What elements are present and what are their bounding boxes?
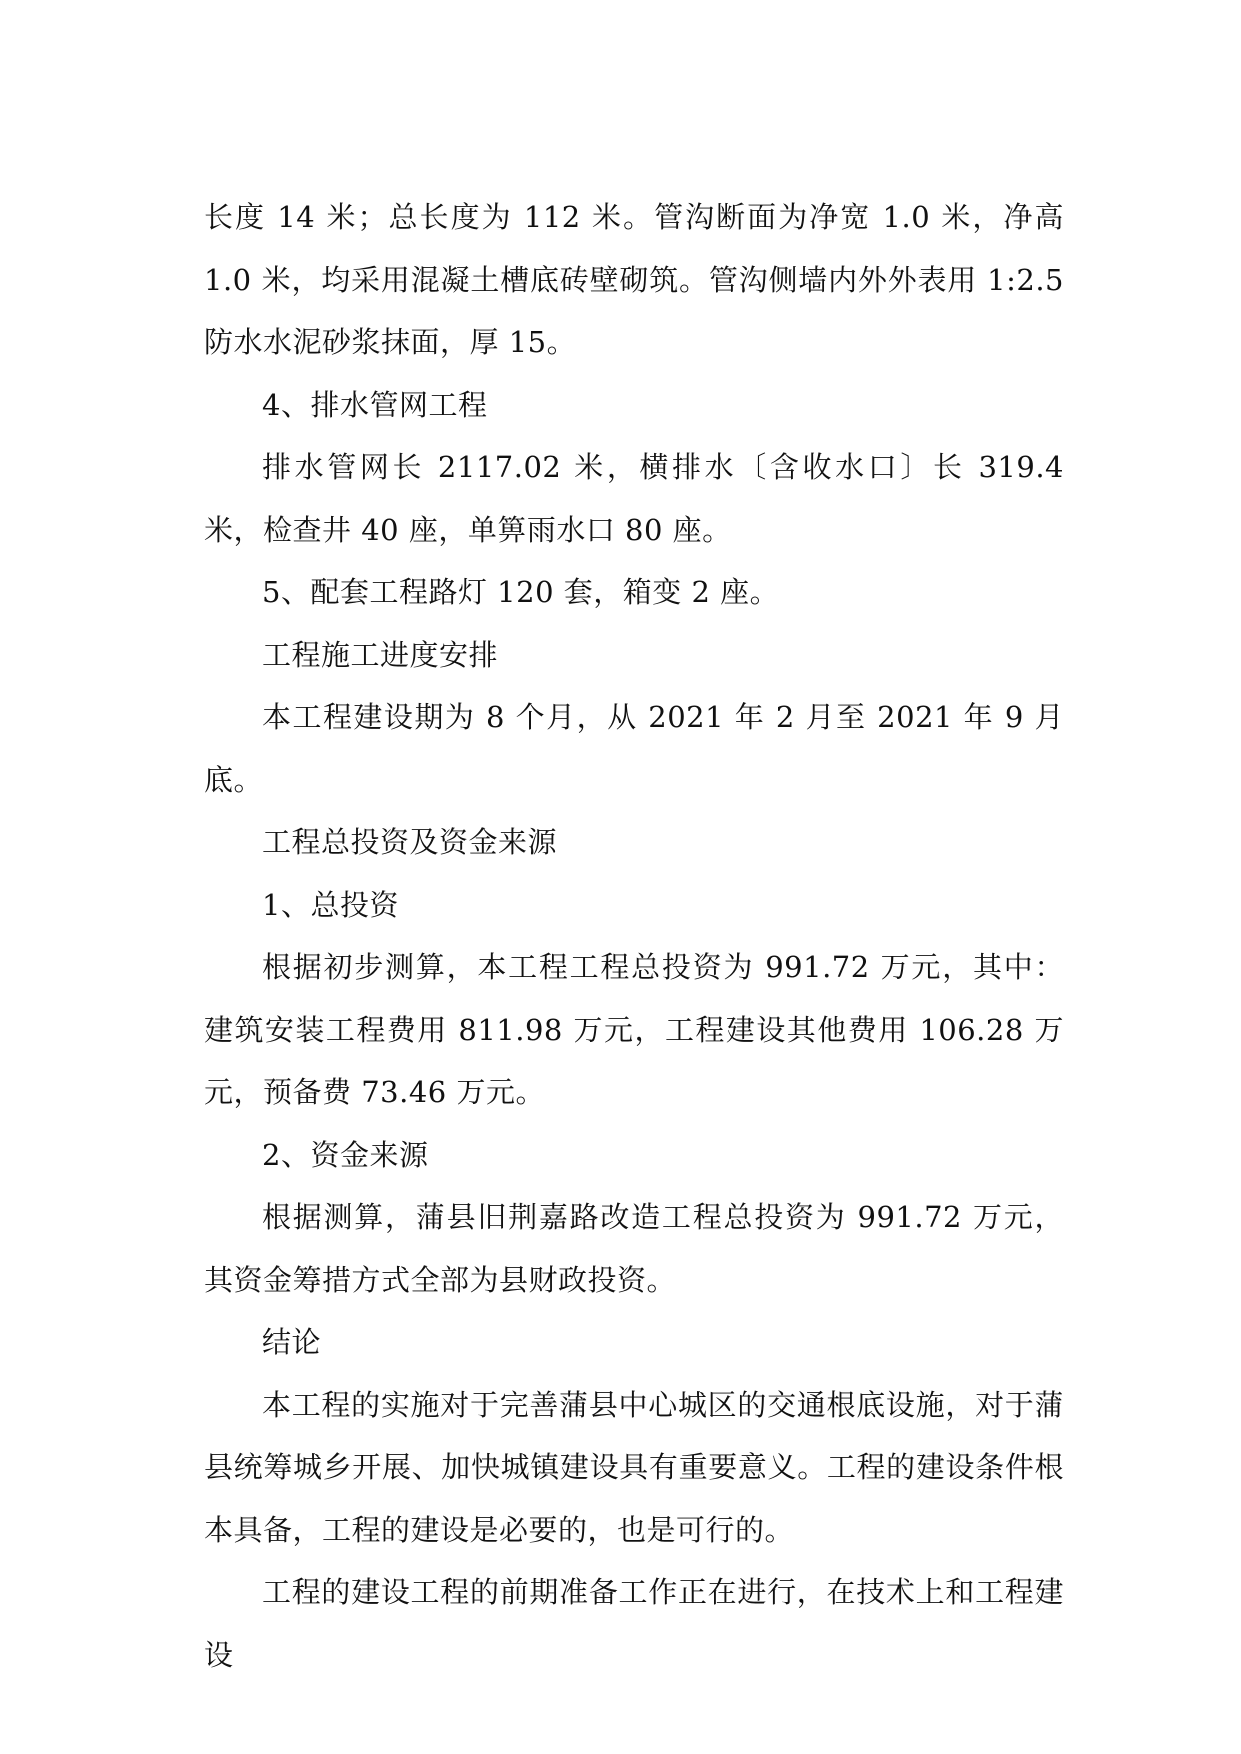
document-body [204, 186, 1064, 1686]
heading-investment: 工程总投资及资金来源 [262, 825, 558, 859]
heading-schedule: 工程施工进度安排 [262, 637, 499, 672]
paragraph-funding-source: 根据测算，蒲县旧荆嘉路改造工程总投资为 991.72 万元，其资金筹措方式全部为县财政投资。 [204, 1200, 1064, 1297]
paragraph-schedule: 本工程建设期为 8 个月，从 2021 年 2 月至 2021 年 9 月底。 [204, 700, 1064, 797]
paragraph-preparation: 工程的建设工程的前期准备工作正在进行，在技术上和工程建设 [204, 1575, 1064, 1672]
paragraph-pipe-trench: 长度 14 米；总长度为 112 米。管沟断面为净宽 1.0 米，净高 1.0 米，均采用混凝土槽底砖壁砌筑。管沟侧墙内外外表用 1:2.5 防水水泥砂浆抹面，厚 15。 [204, 200, 1064, 359]
paragraph-conclusion: 本工程的实施对于完善蒲县中心城区的交通根底设施，对于蒲县统筹城乡开展、加快城镇建设具有重要意义。工程的建设条件根本具备，工程的建设是必要的，也是可行的。 [204, 1387, 1064, 1547]
paragraph-drainage-network: 排水管网长 2117.02 米，横排水〔含收水口〕长 319.4 米，检查井 40 座，单箅雨水口 80 座。 [204, 450, 1064, 547]
heading-conclusion: 结论 [262, 1325, 322, 1359]
paragraph-street-lights: 5、配套工程路灯 120 套，箱变 2 座。 [262, 575, 780, 609]
paragraph-total-investment: 根据初步测算，本工程工程总投资为 991.72 万元，其中：建筑安装工程费用 811.98 万元，工程建设其他费用 106.28 万元，预备费 73.46 万元。 [204, 950, 1064, 1109]
heading-funding-source: 2、资金来源 [262, 1137, 429, 1172]
heading-total-investment: 1、总投资 [262, 887, 399, 922]
heading-drainage-network: 4、排水管网工程 [262, 387, 488, 422]
